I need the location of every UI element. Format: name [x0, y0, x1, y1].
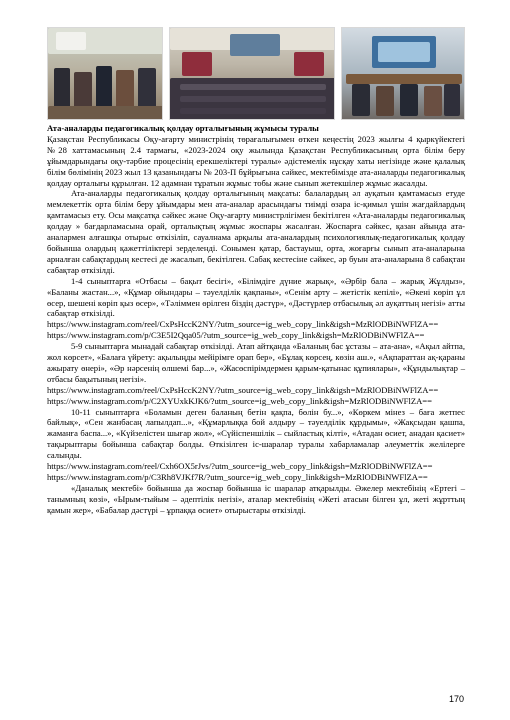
instagram-link[interactable]: https://www.instagram.com/reel/Cxh6OX5rJvs/?utm_source=ig_web_copy_link&igsh=MzRlODBiNWFlZA== [47, 461, 433, 472]
instagram-link[interactable]: https://www.instagram.com/p/C3E5I2Qqa05/?utm_source=ig_web_copy_link&igsh=MzRlODBiNWFlZA== [47, 330, 425, 341]
instagram-link[interactable]: https://www.instagram.com/reel/CxPsHccK2NY/?utm_source=ig_web_copy_link&igsh=MzRlODBiNWFlZA== [47, 384, 439, 395]
assembly-hall-photo [169, 27, 335, 120]
document-body [47, 123, 465, 516]
page-number: 170 [448, 694, 464, 704]
instagram-link[interactable]: https://www.instagram.com/reel/CxPsHccK2NY/?utm_source=ig_web_copy_link&igsh=MzRlODBiNWFlZA== [47, 319, 439, 330]
paragraph-wisdom-school: «Даналық мектебі» бойынша да жоспар бойынша іс шаралар атқарылды. Әжелер мектебінің «Ертегі – танымның көзі», «Ырым-тыйым – әдептілік негізі», аталар мектебінің «Жеті атасын білген ұл, жеті жұрттың қамын жер», «Бабалар дәстүрі – ұрпаққа өсиет» отырыстары өткізілді. [47, 482, 465, 515]
paragraph-grades-5-9: 5-9 сыныптарға мынадай сабақтар өткізілді. Атап айтқанда «Баланың бас ұстазы – ата-ана», «Ақыл айтпа, жол көрсет», «Балаға үйрету: ақылыңды мейірімге орап бер», «Бұлақ көрсең, көзін аш.», «Ақпараттан ақ-қараны ажырату өнері», «Әр нәрсенің өлшемі бар...», «Жасөспірімдермен қарым-қатынас құпиялары», «Құндылықтар – отбасы бақытының негізі». [47, 341, 465, 384]
paragraph-intro: Қазақстан Республикасы Оқу-ағарту министрінің төрағалығымен өткен кеңестің 2023 жылғы 4 қыркүйектегі №28 хаттамасының 2.4 тармағы, «2023-2024 оқу жылында Қазақстан Республикасының орта білім беру ұйымдарындағы оқу-тәрбие процесінің ерекшеліктері туралы» әдістемелік нұсқау хаты негізінде және қалалық білім бөлімінің 2023 жыл 13 қазанындағы № 203-П бұйрығына сәйкес, мектебімізде ата-аналарды педагогикалық қолдау орталығы құрылған. 12 адамнан тұратын жұмыс тобы және сынып жетекшілер жұмыс жасалды. [47, 133, 465, 188]
paragraph-grades-10-11: 10-11 сыныптарға «Боламын деген баланың бетін қақпа, бөлін бу...», «Көркем мінез – баға жетпес байлық», «Сен жанбасаң лапылдап...», «Құмарлыққа бой алдыру – тәуелділік құрдымы», «Жақсыдан қашпа, жаманға баспа...», «Күйзелістен шығар жол», «Сүйіспеншілік – сыйластық кілті», «Атадан өсиет, анадан қасиет» тақырыптары бойынша сабақтар болды. Өткізілген іс-шаралар туралы хабарламалар әлеуметтік желілерге салынды. [47, 406, 465, 461]
presentation-photo [341, 27, 465, 120]
paragraph-grades-1-4: 1-4 сыныптарға «Отбасы – бақыт бесігі», «Білімдіге дүние жарық», «Әрбір бала – жарық Жұлдыз», «Баланы жастан...», «Құмар ойындары – тәуелділік қақпаны», «Сенім арту – жетістік кепілі», «Әкені көріп ұл өсер, шешені көріп қыз өсер», «Тәліммен өрілген біздің дәстүр», «Дәстүрлер отбасылық әл ауқаттың негізі» атты сабақтар өткізілді. [47, 275, 465, 319]
classroom-meeting-photo [47, 27, 163, 120]
instagram-link[interactable]: https://www.instagram.com/p/C3Rh8VJKf7R/?utm_source=ig_web_copy_link&igsh=MzRlODBiNWFlZA== [47, 472, 428, 482]
section-heading: Ата-аналарды педагогикалық қолдау орталығының жұмысы туралы [47, 123, 319, 133]
photo-strip [47, 27, 465, 120]
paragraph-purpose: Ата-аналарды педагогикалық қолдау орталығының мақсаты: балалардың әл ауқатын қамтамасыз етуде мемлекеттік орта білім беру ұйымдары мен ата-аналар арасындағы тиімді өзара іс-қимыл үшін жағдайлардың қамтамасыз ету. Осы мақсатқа сәйкес және Оқу-ағарту министрлігімен бекітілген «Ата-аналарды педагогикалық қолдау » бағдарламасына орай, орталықтың жұмыс жоспары жасалған. Жоспарға сәйкес, қазан айында ата-аналармен алғашқы отырыс өткізіліп, сауалнама арқылы ата-аналардың психологиялық-педагогикалық қолдау бойынша олардың қажеттіліктері зерделенді. Сонымен қатар, бастауыш, орта, жоғарғы сынып ата-аналарына арналған сабақтардың кестесі де жасалып, бекітілген. Сабақ кестесіне сәйкес, әр буын ата-аналарына 8 сабақтан сабақтар өткізілді. [47, 188, 465, 275]
instagram-link[interactable]: https://www.instagram.com/p/C2XYUxkKJK6/?utm_source=ig_web_copy_link&igsh=MzRlODBiNWFlZA== [47, 395, 432, 406]
